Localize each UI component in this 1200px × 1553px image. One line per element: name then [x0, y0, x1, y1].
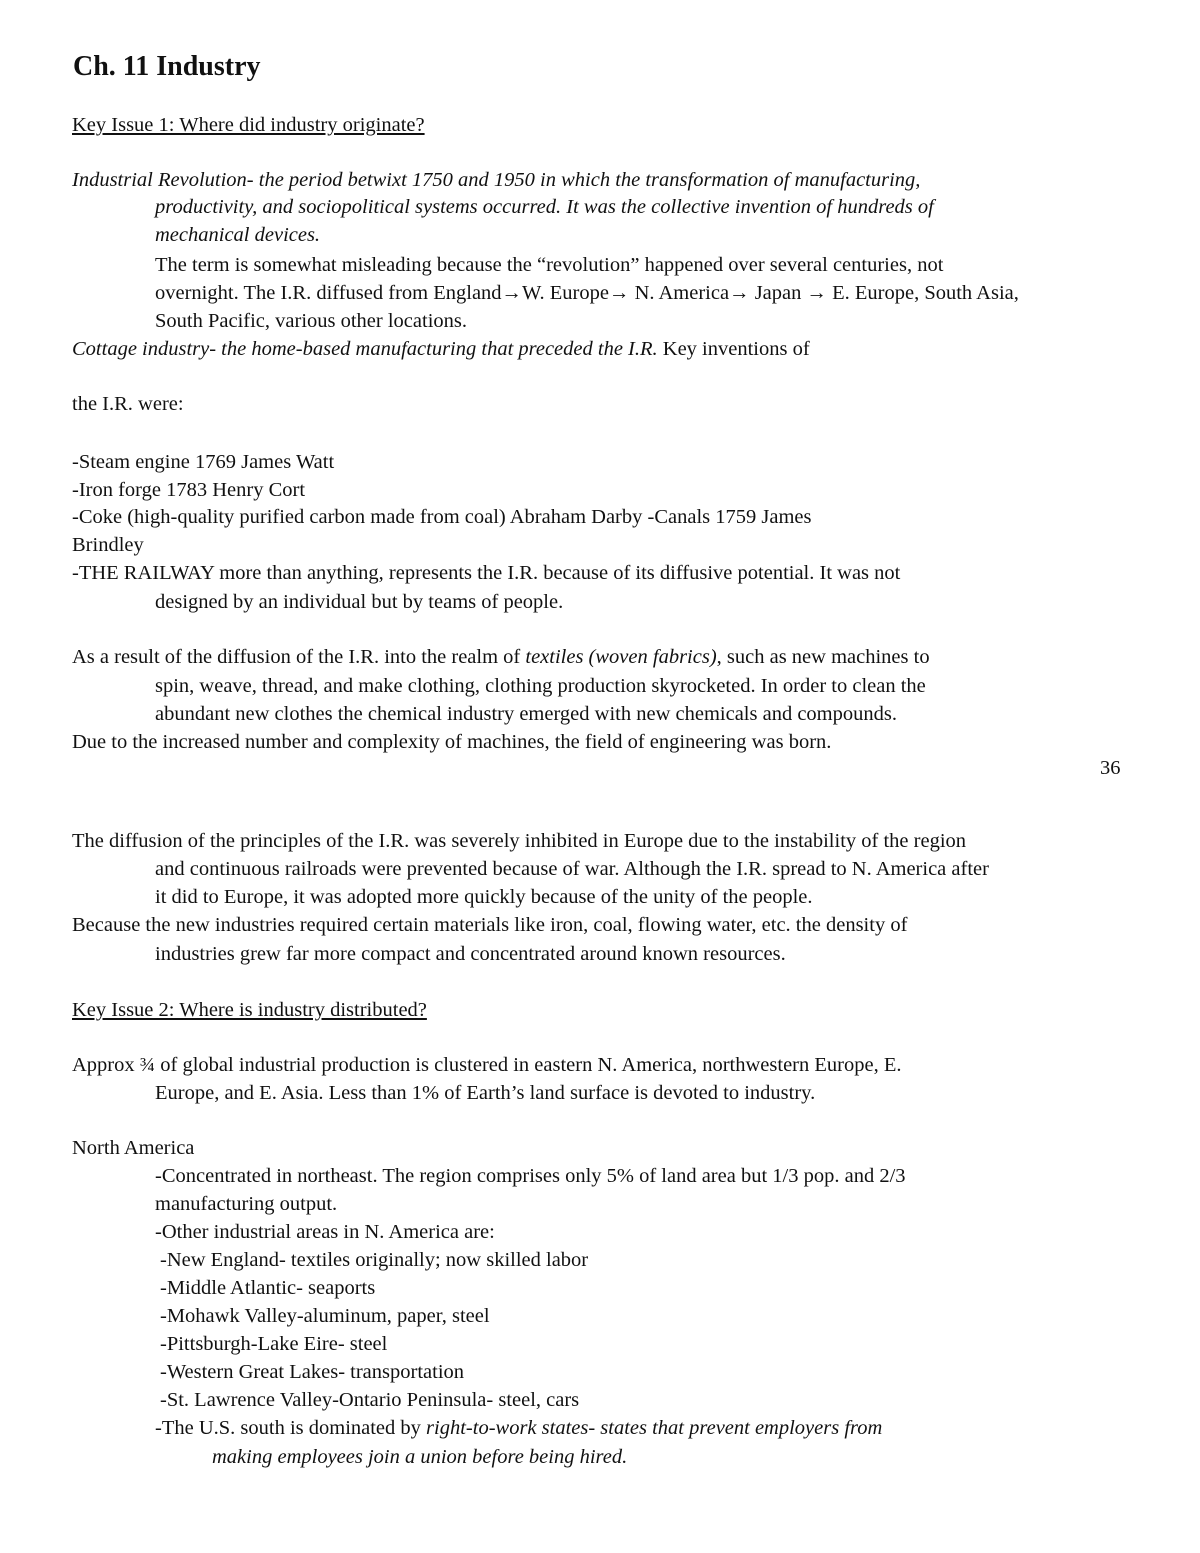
diffusion-paragraph-line: and continuous railroads were prevented because of war. Although the I.R. spread to N. America after: [155, 858, 989, 880]
industrial-area-item: -St. Lawrence Valley-Ontario Peninsula- steel, cars: [160, 1389, 580, 1411]
approx-paragraph-line: Europe, and E. Asia. Less than 1% of Earth’s land surface is devoted to industry.: [155, 1082, 816, 1104]
invention-item: -Iron forge 1783 Henry Cort: [72, 479, 306, 501]
textiles-term: textiles (woven fabrics): [525, 646, 717, 668]
industrial-area-item: -Middle Atlantic- seaports: [160, 1277, 376, 1299]
ir-definition-line: mechanical devices.: [155, 224, 321, 246]
because-paragraph-line: Because the new industries required certain materials like iron, coal, flowing water, etc. the density of: [72, 914, 908, 936]
ir-were-line: the I.R. were:: [72, 393, 184, 415]
page-number: 36: [1100, 757, 1121, 779]
term-paragraph-line: overnight. The I.R. diffused from England→W. Europe→ N. America→ Japan → E. Europe, South Asia,: [155, 282, 1019, 304]
railway-continuation: designed by an individual but by teams of people.: [155, 591, 564, 613]
key-issue-1-heading: Key Issue 1: Where did industry originate?: [72, 114, 425, 136]
right-to-work-definition: right-to-work states- states that prevent employers from: [426, 1417, 883, 1439]
textiles-pre: As a result of the diffusion of the I.R. into the realm of: [72, 646, 526, 668]
us-south-line: [155, 1414, 882, 1442]
right-to-work-continuation: making employees join a union before being hired.: [212, 1446, 628, 1468]
page-title: Ch. 11 Industry: [73, 51, 261, 82]
industrial-area-item: -New England- textiles originally; now skilled labor: [160, 1249, 589, 1271]
diffusion-paragraph-line: The diffusion of the principles of the I.R. was severely inhibited in Europe due to the instability of the region: [72, 830, 967, 852]
cottage-industry-definition: Cottage industry- the home-based manufacturing that preceded the I.R.: [72, 338, 658, 360]
approx-paragraph-line: Approx ¾ of global industrial production is clustered in eastern N. America, northwestern Europe, E.: [72, 1054, 902, 1076]
textiles-post: , such as new machines to: [716, 646, 930, 668]
key-inventions-intro: Key inventions of: [657, 338, 810, 360]
term-paragraph-line: The term is somewhat misleading because the “revolution” happened over several centuries, not: [155, 254, 944, 276]
textiles-paragraph-line: spin, weave, thread, and make clothing, clothing production skyrocketed. In order to clean the: [155, 675, 926, 697]
invention-item: -Steam engine 1769 James Watt: [72, 451, 335, 473]
because-paragraph-line: industries grew far more compact and concentrated around known resources.: [155, 943, 786, 965]
cottage-industry-line: [72, 335, 810, 363]
engineering-line: Due to the increased number and complexity of machines, the field of engineering was born.: [72, 731, 832, 753]
industrial-area-item: -Western Great Lakes- transportation: [160, 1361, 465, 1383]
ir-definition-line: productivity, and sociopolitical systems occurred. It was the collective invention of hundreds of: [155, 196, 934, 218]
textiles-paragraph-line: abundant new clothes the chemical industry emerged with new chemicals and compounds.: [155, 703, 897, 725]
diffusion-paragraph-line: it did to Europe, it was adopted more quickly because of the unity of the people.: [155, 886, 813, 908]
textiles-paragraph-line: [72, 643, 930, 671]
na-paragraph-line: -Other industrial areas in N. America are:: [155, 1221, 495, 1243]
north-america-heading: North America: [72, 1137, 195, 1159]
term-paragraph-line: South Pacific, various other locations.: [155, 310, 467, 332]
ir-definition-line: Industrial Revolution- the period betwixt 1750 and 1950 in which the transformation of manufacturing,: [72, 169, 921, 191]
na-paragraph-line: manufacturing output.: [155, 1193, 338, 1215]
invention-item: Brindley: [72, 534, 144, 556]
na-paragraph-line: -Concentrated in northeast. The region comprises only 5% of land area but 1/3 pop. and 2/3: [155, 1165, 906, 1187]
invention-item: -Coke (high-quality purified carbon made from coal) Abraham Darby -Canals 1759 James: [72, 506, 812, 528]
key-issue-2-heading: Key Issue 2: Where is industry distributed?: [72, 999, 427, 1021]
invention-item: -THE RAILWAY more than anything, represents the I.R. because of its diffusive potential. It was not: [72, 562, 901, 584]
industrial-area-item: -Mohawk Valley-aluminum, paper, steel: [160, 1305, 490, 1327]
us-south-pre: -The U.S. south is dominated by: [155, 1417, 427, 1439]
industrial-area-item: -Pittsburgh-Lake Eire- steel: [160, 1333, 388, 1355]
